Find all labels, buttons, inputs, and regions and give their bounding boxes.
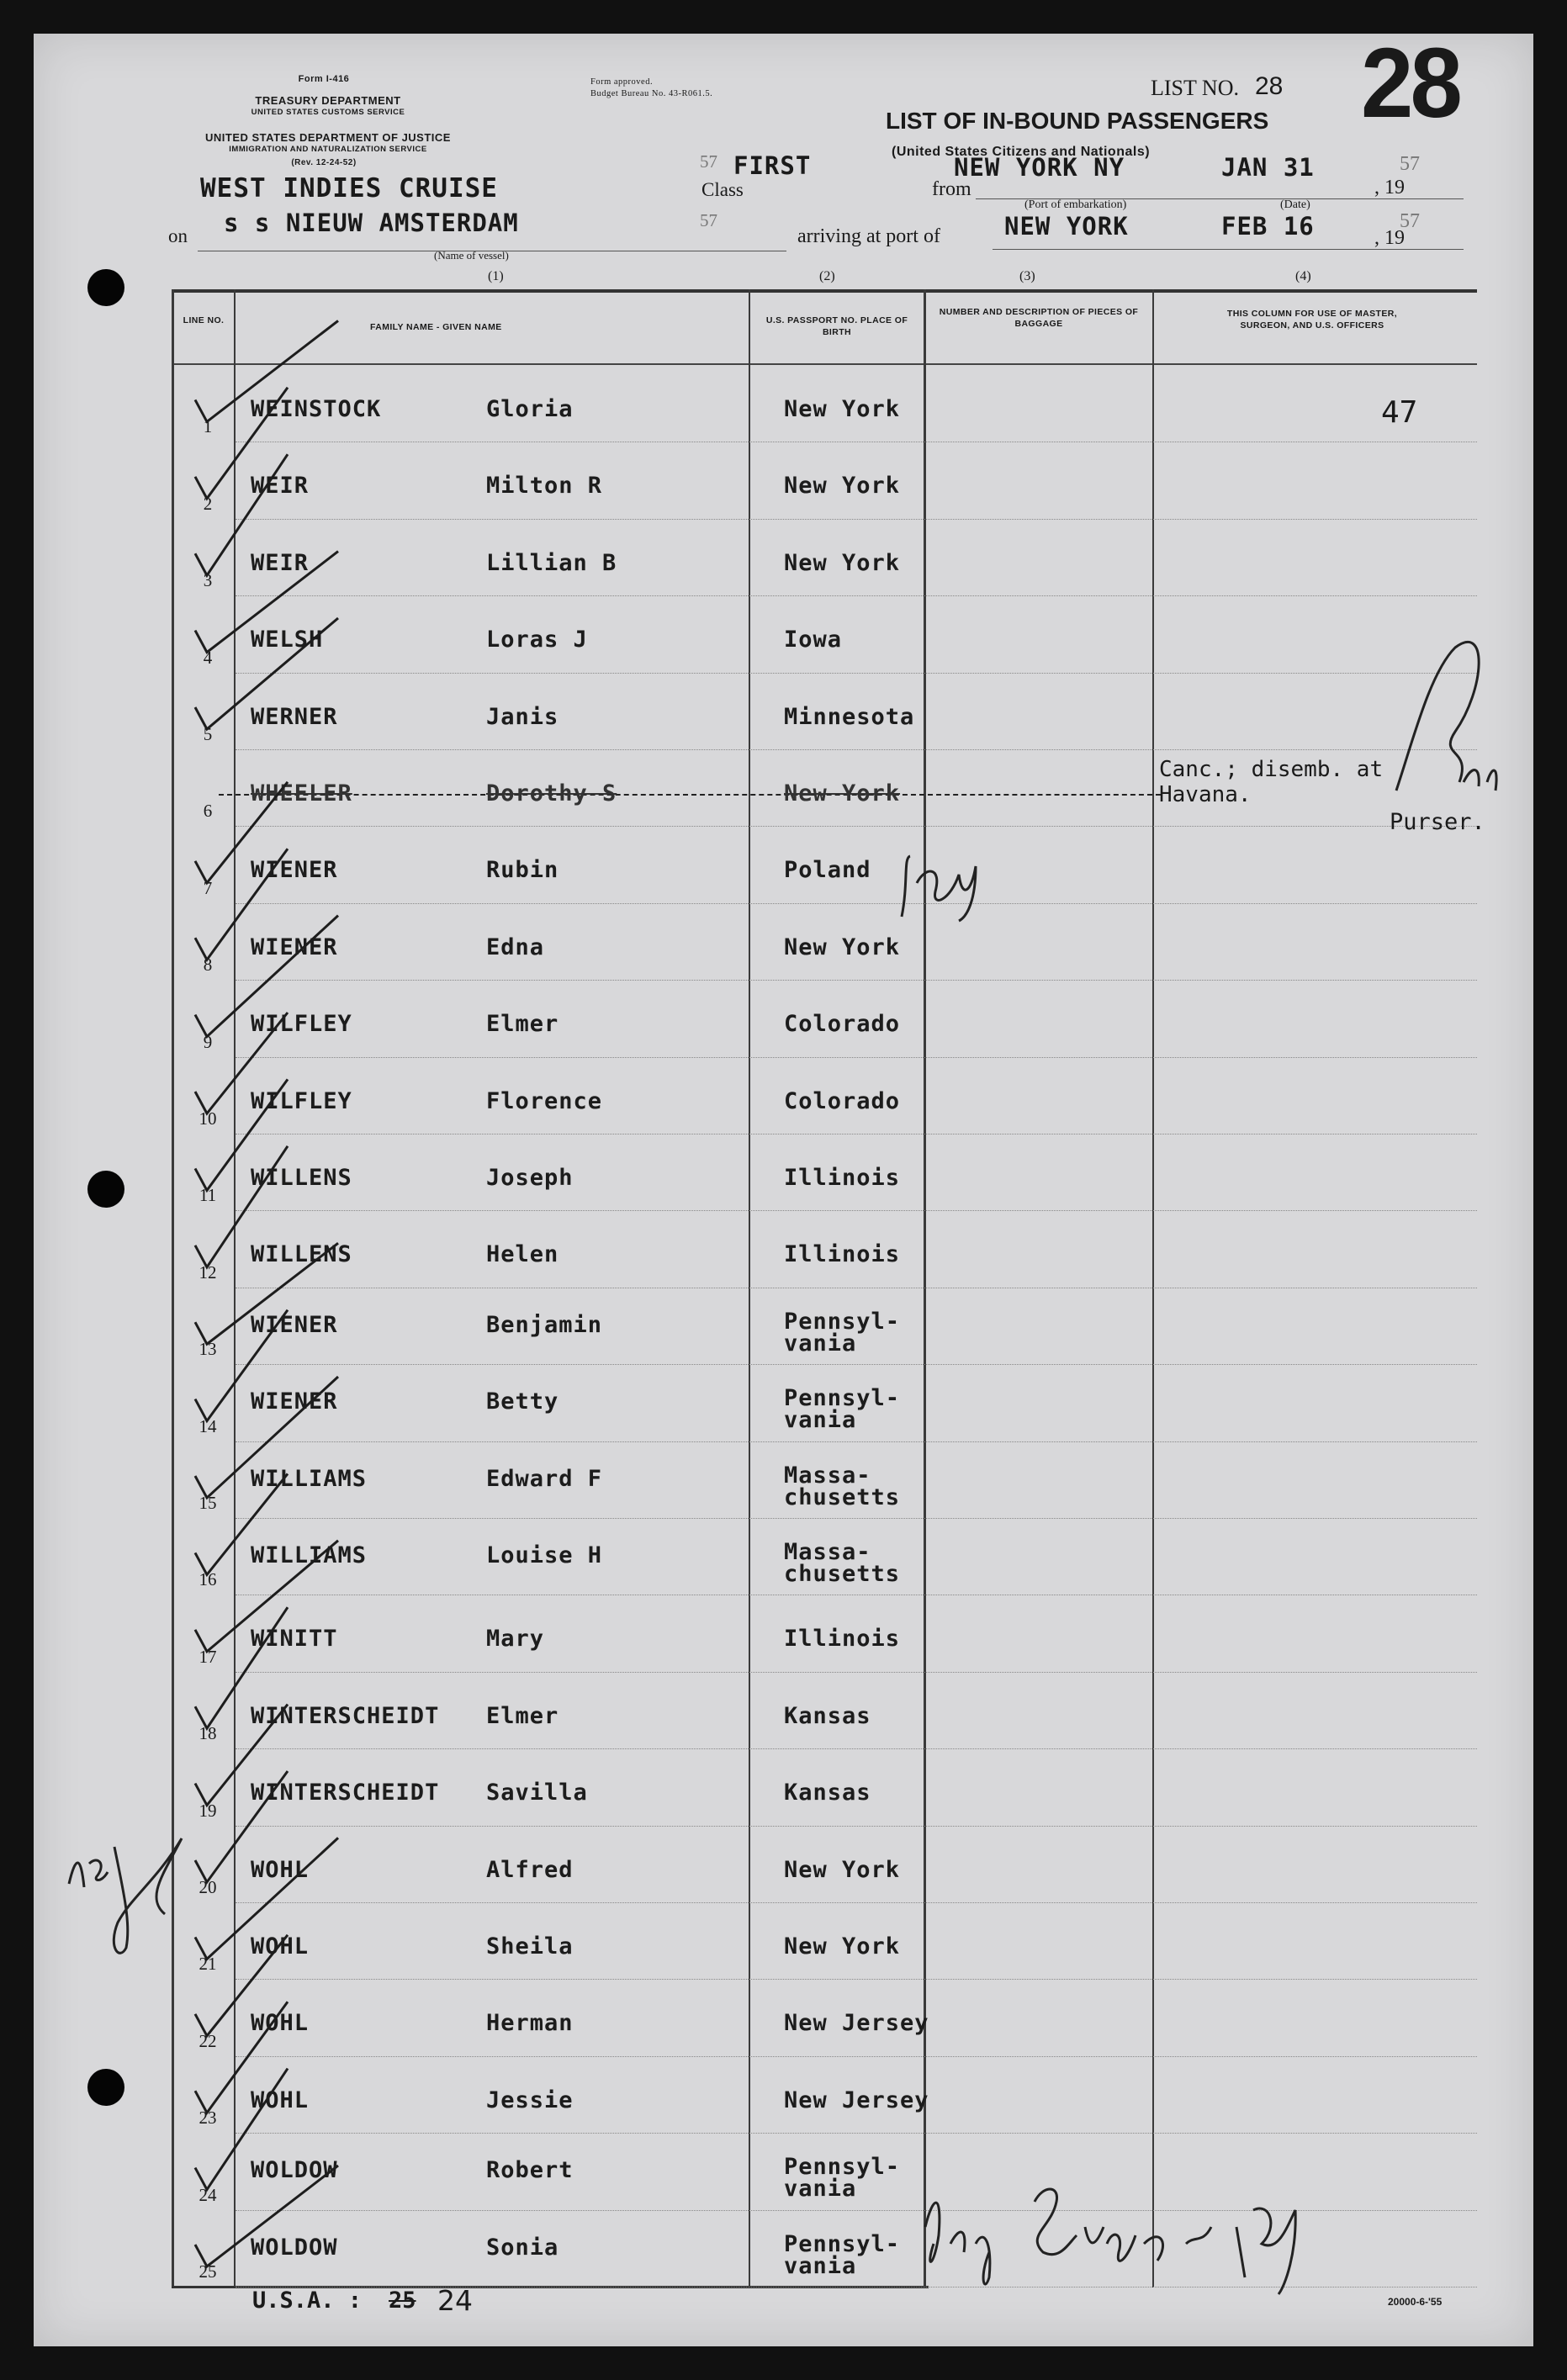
line-number: 2	[203, 493, 213, 514]
family-name: WELSH	[251, 627, 324, 653]
place-of-birth: Kansas	[784, 1780, 871, 1806]
family-name: WILLIAMS	[251, 1465, 368, 1492]
embark-date: JAN 31	[1221, 153, 1315, 182]
column-head-passport: U.S. PASSPORT NO. PLACE OF BIRTH	[765, 315, 908, 337]
year-label-2: , 19	[1374, 227, 1405, 249]
given-name: Louise H	[486, 1542, 603, 1568]
given-name: Joseph	[486, 1165, 574, 1191]
footer-count: 24	[437, 2284, 473, 2317]
year-value-1: 57	[1400, 153, 1420, 175]
list-number-value: 28	[1255, 72, 1284, 100]
family-name: WIENER	[251, 1388, 338, 1415]
margin-57-top: 57	[700, 151, 717, 172]
check-mark	[195, 1473, 288, 1574]
customs-service: UNITED STATES CUSTOMS SERVICE	[251, 108, 405, 117]
on-label: on	[168, 225, 188, 246]
column-number-4: (4)	[1295, 269, 1311, 283]
place-of-birth: New York	[784, 396, 901, 422]
place-of-birth: Kansas	[784, 1702, 871, 1729]
line-number: 24	[199, 2184, 217, 2205]
form-code: 20000-6-'55	[1388, 2296, 1443, 2308]
check-mark	[195, 916, 338, 1037]
place-of-birth: Pennsyl- vania	[784, 2154, 901, 2203]
column-number-3: (3)	[1019, 269, 1035, 283]
family-name: WINITT	[251, 1626, 338, 1653]
year-value-2: 57	[1400, 210, 1420, 232]
immigration-service: IMMIGRATION AND NATURALIZATION SERVICE	[229, 145, 427, 154]
check-mark	[195, 320, 338, 421]
vessel-name: s s NIEUW AMSTERDAM	[224, 209, 519, 237]
cancel-note: Canc.; disemb. at Havana.	[1159, 757, 1384, 807]
family-name: WEIR	[251, 473, 310, 500]
budget-bureau: Budget Bureau No. 43-R061.5.	[590, 89, 713, 98]
place-of-birth: Illinois	[784, 1241, 901, 1268]
revision-date: (Rev. 12-24-52)	[291, 158, 357, 167]
arrival-date: FEB 16	[1221, 212, 1315, 241]
column-number-2: (2)	[819, 269, 835, 283]
line-number: 15	[199, 1493, 217, 1513]
given-name: Alfred	[486, 1856, 574, 1883]
list-number-large: 28	[1361, 28, 1460, 139]
family-name: WHEELER	[251, 780, 352, 807]
line-number: 19	[199, 1800, 217, 1821]
check-mark	[195, 1146, 288, 1267]
column-head-line-no: LINE NO.	[183, 315, 225, 325]
line-number: 3	[203, 570, 213, 591]
given-name: Milton R	[486, 473, 603, 500]
justice-department: UNITED STATES DEPARTMENT OF JUSTICE	[205, 131, 451, 144]
footer-usa: U.S.A. :	[252, 2287, 363, 2314]
column-number-1: (1)	[488, 269, 504, 283]
line-number: 13	[199, 1339, 217, 1360]
place-of-birth: New Jersey	[784, 2086, 929, 2113]
vessel-caption: (Name of vessel)	[434, 249, 509, 262]
given-name: Benjamin	[486, 1311, 603, 1338]
margin-57-bottom: 57	[700, 210, 717, 230]
from-label: from	[932, 178, 971, 200]
check-mark	[195, 2002, 288, 2113]
family-name: WOHL	[251, 1933, 310, 1960]
place-of-birth: New Jersey	[784, 2010, 929, 2037]
given-name: Mary	[486, 1626, 545, 1653]
list-number-label: LIST NO.	[1151, 76, 1239, 100]
check-mark	[195, 1607, 288, 1728]
given-name: Florence	[486, 1087, 603, 1114]
line-number: 1	[203, 416, 213, 437]
given-name: Betty	[486, 1388, 559, 1415]
given-name: Elmer	[486, 1702, 559, 1729]
given-name: Savilla	[486, 1780, 588, 1806]
family-name: WOHL	[251, 1856, 310, 1883]
line-number: 4	[203, 647, 213, 668]
line-number: 11	[199, 1185, 217, 1206]
list-subtitle: (United States Citizens and Nationals)	[892, 145, 1151, 159]
line-number: 22	[199, 2030, 217, 2051]
treasury-department: TREASURY DEPARTMENT	[255, 94, 401, 107]
line-number: 18	[199, 1723, 217, 1744]
check-mark	[195, 1541, 338, 1652]
place-of-birth: Illinois	[784, 1165, 901, 1191]
class-value: FIRST	[733, 151, 812, 180]
footer-struck-count: 25	[389, 2287, 416, 2314]
check-mark	[195, 849, 288, 960]
line-number: 7	[203, 877, 213, 898]
given-name: Helen	[486, 1241, 559, 1268]
line-number: 10	[199, 1108, 217, 1129]
family-name: WINTERSCHEIDT	[251, 1780, 440, 1806]
given-name: Dorothy S	[486, 780, 617, 807]
place-of-birth: Massa- chusetts	[784, 1539, 901, 1587]
given-name: Edna	[486, 933, 545, 960]
place-of-birth: Poland	[784, 857, 871, 884]
check-mark	[195, 618, 338, 729]
place-of-birth: New York	[784, 473, 901, 500]
given-name: Sheila	[486, 1933, 574, 1960]
list-title: LIST OF IN-BOUND PASSENGERS	[886, 108, 1269, 134]
line-number: 5	[203, 724, 213, 744]
line-number: 6	[203, 801, 213, 822]
check-mark	[195, 1838, 338, 1959]
line-number: 20	[199, 1877, 217, 1897]
place-of-birth: Iowa	[784, 627, 843, 653]
line-number: 25	[199, 2261, 217, 2282]
given-name: Jessie	[486, 2086, 574, 2113]
place-of-birth: Massa- chusetts	[784, 1462, 901, 1510]
family-name: WILLENS	[251, 1165, 352, 1191]
class-label: Class	[701, 179, 744, 200]
place-of-birth: Minnesota	[784, 703, 915, 730]
form-number: Form I-416	[298, 74, 350, 84]
embark-port: NEW YORK NY	[954, 153, 1125, 182]
family-name: WILFLEY	[251, 1011, 352, 1038]
check-mark	[195, 2166, 338, 2266]
given-name: Loras J	[486, 627, 588, 653]
place-of-birth: New York	[784, 780, 901, 807]
cruise-name: WEST INDIES CRUISE	[200, 173, 498, 204]
check-mark	[195, 388, 288, 499]
column-head-name: FAMILY NAME - GIVEN NAME	[370, 322, 502, 332]
line-number: 16	[199, 1569, 217, 1590]
form-approved: Form approved.	[590, 77, 654, 87]
family-name: WILFLEY	[251, 1087, 352, 1114]
family-name: WOLDOW	[251, 2234, 338, 2261]
place-of-birth: New York	[784, 1933, 901, 1960]
family-name: WOHL	[251, 2086, 310, 2113]
check-mark	[195, 1079, 288, 1190]
check-mark	[195, 1377, 338, 1498]
column-head-baggage: NUMBER AND DESCRIPTION OF PIECES OF BAGGAGE	[939, 307, 1139, 329]
given-name: Janis	[486, 703, 559, 730]
given-name: Herman	[486, 2010, 574, 2037]
embark-caption: (Port of embarkation)	[1024, 198, 1127, 211]
family-name: WIENER	[251, 857, 338, 884]
date-caption: (Date)	[1280, 198, 1310, 211]
line-number: 23	[199, 2108, 217, 2129]
family-name: WIENER	[251, 933, 338, 960]
row-1-officer-number: 47	[1381, 395, 1418, 430]
given-name: Elmer	[486, 1011, 559, 1038]
given-name: Lillian B	[486, 549, 617, 576]
given-name: Gloria	[486, 396, 574, 422]
family-name: WEINSTOCK	[251, 396, 382, 422]
family-name: WOLDOW	[251, 2157, 338, 2184]
check-mark	[195, 2069, 288, 2190]
place-of-birth: Pennsyl- vania	[784, 1385, 901, 1434]
family-name: WERNER	[251, 703, 338, 730]
column-head-officers: THIS COLUMN FOR USE OF MASTER, SURGEON, AND U.S. OFFICERS	[1226, 309, 1398, 331]
line-number: 12	[199, 1261, 217, 1283]
line-number: 21	[199, 1954, 217, 1975]
family-name: WOHL	[251, 2010, 310, 2037]
check-mark	[195, 1771, 288, 1882]
given-name: Rubin	[486, 857, 559, 884]
check-mark	[195, 1310, 288, 1421]
arriving-label: arriving at port of	[797, 225, 940, 247]
given-name: Edward F	[486, 1465, 603, 1492]
family-name: WIENER	[251, 1311, 338, 1338]
check-mark	[195, 1243, 338, 1344]
given-name: Sonia	[486, 2234, 559, 2261]
place-of-birth: Colorado	[784, 1011, 901, 1038]
line-number: 8	[203, 955, 213, 976]
year-label-1: , 19	[1374, 177, 1405, 198]
place-of-birth: Illinois	[784, 1626, 901, 1653]
place-of-birth: Pennsyl- vania	[784, 2230, 901, 2279]
line-number: 17	[199, 1646, 217, 1667]
given-name: Robert	[486, 2157, 574, 2184]
check-mark	[195, 454, 288, 575]
place-of-birth: Pennsyl- vania	[784, 1308, 901, 1357]
place-of-birth: New York	[784, 1856, 901, 1883]
arrival-port: NEW YORK	[1004, 212, 1129, 241]
family-name: WILLENS	[251, 1241, 352, 1268]
place-of-birth: Colorado	[784, 1087, 901, 1114]
line-number: 9	[203, 1031, 213, 1052]
family-name: WINTERSCHEIDT	[251, 1702, 440, 1729]
purser-title: Purser.	[1390, 809, 1485, 835]
place-of-birth: New York	[784, 933, 901, 960]
place-of-birth: New York	[784, 549, 901, 576]
family-name: WILLIAMS	[251, 1542, 368, 1568]
line-number: 14	[199, 1415, 217, 1436]
family-name: WEIR	[251, 549, 310, 576]
